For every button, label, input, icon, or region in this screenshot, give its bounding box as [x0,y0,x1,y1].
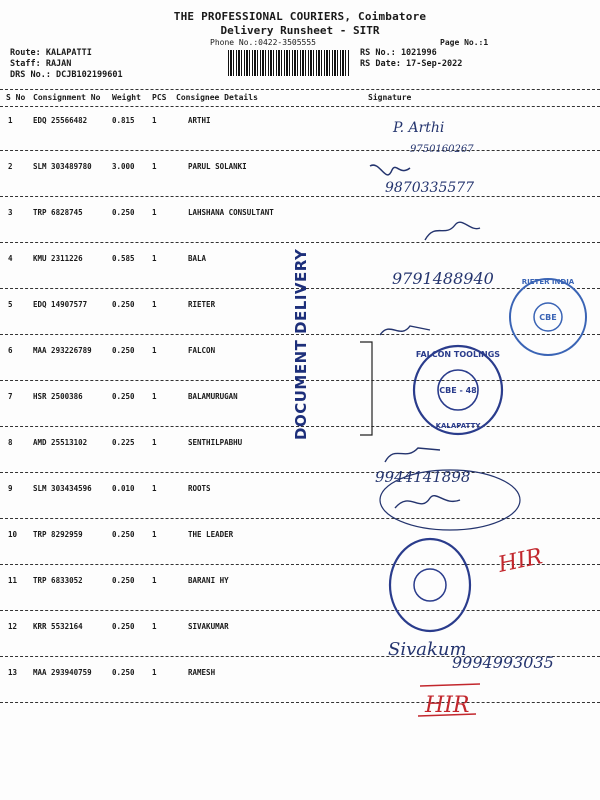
cell-pcs: 1 [152,668,157,677]
cell-sno: 9 [8,484,13,493]
signature-8 [385,448,440,462]
cell-consignment: AMD 25513102 [33,438,88,447]
hir-mark: HIR [496,544,545,578]
cell-sno: 4 [8,254,13,263]
cell-sno: 13 [8,668,18,677]
phone-1: 9750160267 [410,144,474,155]
cell-consignment: SLM 303489780 [33,162,92,171]
signature-2 [370,165,410,175]
document-delivery-stamp: DOCUMENT DELIVERY [292,248,310,440]
cell-consignee: BALA [188,254,207,263]
col-sno: S No [6,93,26,102]
cell-sno: 11 [8,576,18,585]
page-number: Page No.:1 [440,38,489,47]
staff-label: Staff: RAJAN [10,59,72,69]
cell-sno: 7 [8,392,13,401]
cell-sno: 2 [8,162,13,171]
cell-weight: 0.250 [112,300,135,309]
cell-consignee: ARTHI [188,116,211,125]
cell-sno: 5 [8,300,13,309]
cell-consignee: RAMESH [188,668,216,677]
cell-pcs: 1 [152,346,157,355]
cell-consignment: TRP 6828745 [33,208,83,217]
cell-consignee: FALCON [188,346,216,355]
cell-consignee: ROOTS [188,484,211,493]
cell-pcs: 1 [152,162,157,171]
phone-2: 9870335577 [385,180,475,196]
cell-consignment: TRP 6833052 [33,576,83,585]
cell-consignee: RIETER [188,300,216,309]
cell-pcs: 1 [152,116,157,125]
cell-weight: 0.250 [112,668,135,677]
falcon-name: FALCON TOOLINGS [415,350,501,359]
col-consignee: Consignee Details [176,93,258,102]
falcon-city: CBE - 48 [439,386,477,395]
cell-consignee: THE LEADER [188,530,234,539]
cell-weight: 0.250 [112,346,135,355]
rieter-name: RIETER INDIA [521,278,575,286]
cell-pcs: 1 [152,300,157,309]
cell-weight: 0.250 [112,622,135,631]
hir-mark-2: HIR [425,693,470,718]
cell-sno: 1 [8,116,13,125]
col-pcs: PCS [152,93,167,102]
cell-consignment: MAA 293226789 [33,346,92,355]
cell-pcs: 1 [152,438,157,447]
cell-pcs: 1 [152,208,157,217]
cell-weight: 0.250 [112,392,135,401]
col-signature: Signature [368,93,412,102]
col-consignment: Consignment No [33,93,101,102]
cell-pcs: 1 [152,254,157,263]
drs-number: DRS No.: DCJB102199601 [10,70,123,80]
cell-consignment: EDQ 25566482 [33,116,88,125]
rieter-city: CBE [539,313,557,322]
phone-12: 9994993035 [452,653,554,672]
company-title: THE PROFESSIONAL COURIERS, Coimbatore [173,10,427,23]
cell-consignee: LAHSHANA CONSULTANT [188,208,274,217]
falcon-place: KALAPATTY [435,422,481,430]
cell-weight: 0.250 [112,208,135,217]
cell-consignment: TRP 8292959 [33,530,83,539]
col-weight: Weight [112,93,141,102]
phone-number: Phone No.:0422-3505555 [210,38,316,47]
runsheet-title: Delivery Runsheet - SITR [220,24,380,37]
rs-number: RS No.: 1021996 [360,48,437,58]
cell-weight: 3.000 [112,162,135,171]
signature-4 [425,222,480,240]
cell-sno: 10 [8,530,18,539]
rs-date: RS Date: 17-Sep-2022 [360,59,463,69]
cell-weight: 0.585 [112,254,135,263]
signature-9 [395,496,460,508]
leader-stamp [390,539,470,631]
cell-sno: 12 [8,622,18,631]
cell-pcs: 1 [152,392,157,401]
phone-4: 9791488940 [392,269,494,288]
cell-pcs: 1 [152,622,157,631]
cell-weight: 0.010 [112,484,135,493]
cell-sno: 6 [8,346,13,355]
signature-5 [380,326,430,335]
cell-consignee: PARUL SOLANKI [188,162,247,171]
cell-consignment: MAA 293940759 [33,668,92,677]
bracket-mark [360,342,372,435]
cell-consignment: KMU 2311226 [33,254,83,263]
route-label: Route: KALAPATTI [10,48,92,58]
rieter-stamp [510,278,586,355]
cell-sno: 8 [8,438,13,447]
cell-consignment: KRR 5532164 [33,622,83,631]
cell-pcs: 1 [152,484,157,493]
cell-weight: 0.225 [112,438,135,447]
cell-consignment: HSR 2500386 [33,392,83,401]
signature-1: P. Arthi [393,120,445,136]
cell-consignee: BALAMURUGAN [188,392,238,401]
cell-pcs: 1 [152,530,157,539]
falcon-stamp [414,346,502,434]
phone-8: 9944141898 [375,468,471,486]
cell-weight: 0.250 [112,576,135,585]
signature-12: Sivakum [388,639,467,660]
cell-weight: 0.250 [112,530,135,539]
cell-consignee: SIVAKUMAR [188,622,229,631]
cell-consignee: SENTHILPABHU [188,438,243,447]
cell-sno: 3 [8,208,13,217]
cell-weight: 0.815 [112,116,135,125]
cell-pcs: 1 [152,576,157,585]
cell-consignment: EDQ 14907577 [33,300,88,309]
cell-consignment: SLM 303434596 [33,484,92,493]
cell-consignee: BARANI HY [188,576,229,585]
